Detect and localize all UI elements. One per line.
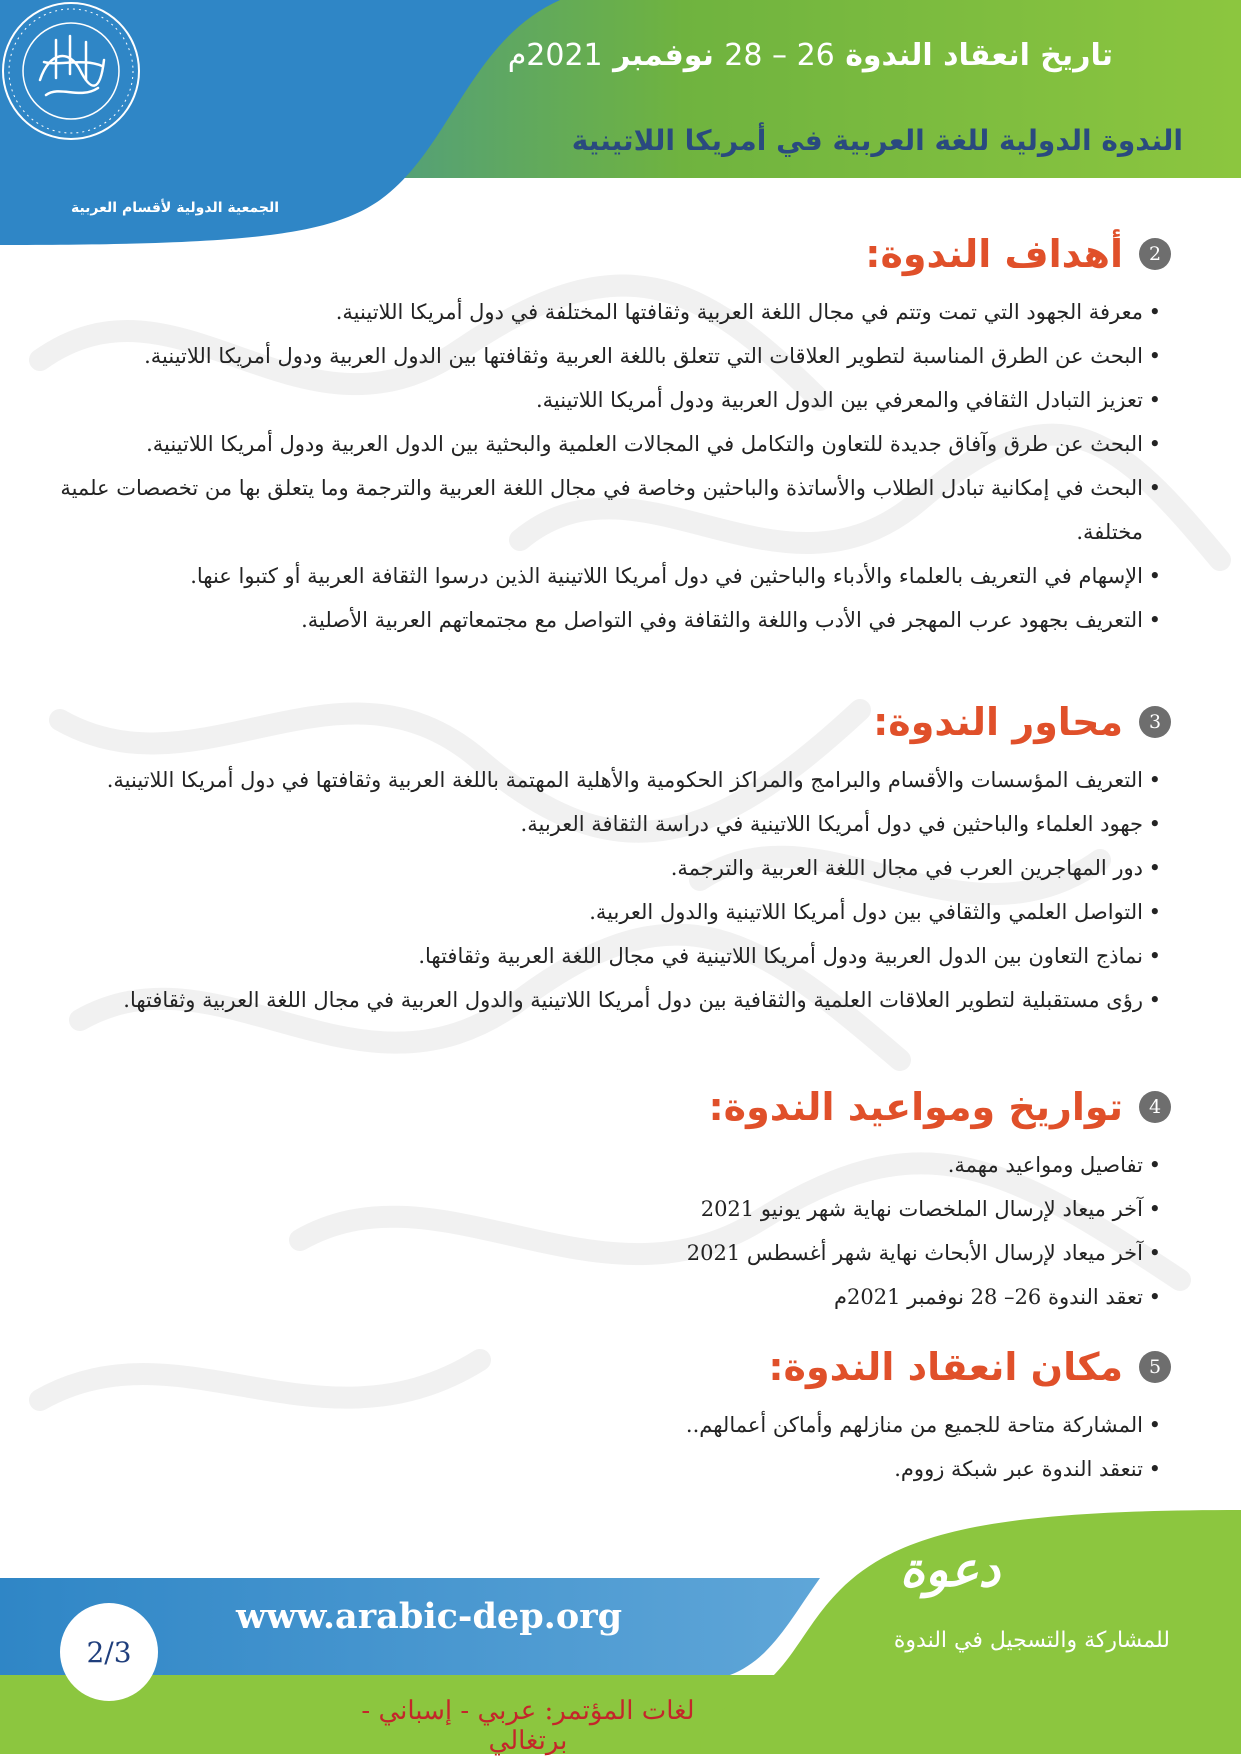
- page-number: 2/3: [86, 1635, 132, 1669]
- section-title: مكان انعقاد الندوة:: [768, 1345, 1123, 1389]
- list-item: • تعزيز التبادل الثقافي والمعرفي بين الدول العربية ودول أمريكا اللاتينية.: [53, 378, 1161, 422]
- section-header: [11, 1085, 1171, 1129]
- section-objectives: [53, 232, 1171, 642]
- section-title: محاور الندوة:: [873, 700, 1123, 744]
- footer: [0, 1500, 1241, 1754]
- invitation-subtitle: للمشاركة والتسجيل في الندوة: [893, 1628, 1170, 1653]
- website-link[interactable]: www.arabic-dep.org: [236, 1596, 623, 1637]
- section-header: [53, 232, 1171, 276]
- objectives-list: [53, 290, 1171, 642]
- section-title: تواريخ ومواعيد الندوة:: [708, 1085, 1123, 1129]
- date-days: 26 – 28: [724, 38, 835, 73]
- section-venue: [11, 1345, 1171, 1491]
- list-item: • التواصل العلمي والثقافي بين دول أمريكا اللاتينية والدول العربية.: [11, 890, 1161, 934]
- list-item: • التعريف المؤسسات والأقسام والبرامج والمراكز الحكومية والأهلية المهتمة باللغة العربية وثقافتها في دول أمريكا اللاتينية.: [11, 758, 1161, 802]
- list-item: • المشاركة متاحة للجميع من منازلهم وأماكن أعمالهم..: [11, 1403, 1161, 1447]
- dates-list: [11, 1143, 1171, 1319]
- page-number-badge: [60, 1603, 158, 1701]
- list-item: • البحث عن الطرق المناسبة لتطوير العلاقات التي تتعلق باللغة العربية وثقافتها بين الدول العربية ودول أمريكا اللاتينية.: [53, 334, 1161, 378]
- invitation-word: دعوة: [900, 1542, 1000, 1598]
- list-item: • نماذج التعاون بين الدول العربية ودول أمريكا اللاتينية في مجال اللغة العربية وثقافتها.: [11, 934, 1161, 978]
- list-item: • معرفة الجهود التي تمت وتتم في مجال اللغة العربية وثقافتها المختلفة في دول أمريكا اللاتينية.: [53, 290, 1161, 334]
- date-label: تاريخ انعقاد الندوة: [845, 38, 1113, 73]
- list-item: • آخر ميعاد لإرسال الملخصات نهاية شهر يونيو 2021: [11, 1187, 1161, 1231]
- section-number-badge: 4: [1139, 1091, 1171, 1123]
- list-item: • البحث عن طرق وآفاق جديدة للتعاون والتكامل في المجالات العلمية والبحثية بين الدول العربية ودول أمريكا اللاتينية.: [53, 422, 1161, 466]
- venue-list: [11, 1403, 1171, 1491]
- list-item: • تفاصيل ومواعيد مهمة.: [11, 1143, 1161, 1187]
- header-date: [508, 38, 1113, 73]
- header: [0, 0, 1241, 250]
- date-year: 2021م: [507, 38, 603, 73]
- list-item: • البحث في إمكانية تبادل الطلاب والأساتذة والباحثين وخاصة في مجال اللغة العربية والترجمة وما يتعلق بها من تخصصات علمية مختلفة.: [53, 466, 1161, 554]
- date-month: نوفمبر: [613, 38, 714, 73]
- section-header: [11, 1345, 1171, 1389]
- list-item: • آخر ميعاد لإرسال الأبحاث نهاية شهر أغسطس 2021: [11, 1231, 1161, 1275]
- list-item: • تعقد الندوة 26– 28 نوفمبر 2021م: [11, 1275, 1161, 1319]
- organization-name: الجمعية الدولية لأقسام العربية: [70, 200, 280, 216]
- list-item: • التعريف بجهود عرب المهجر في الأدب واللغة والثقافة وفي التواصل مع مجتمعاتهم العربية الأصلية.: [53, 598, 1161, 642]
- section-number-badge: 5: [1139, 1351, 1171, 1383]
- section-dates: [11, 1085, 1171, 1319]
- list-item: • دور المهاجرين العرب في مجال اللغة العربية والترجمة.: [11, 846, 1161, 890]
- section-title: أهداف الندوة:: [865, 232, 1123, 276]
- themes-list: [11, 758, 1171, 1022]
- conference-languages: لغات المؤتمر: عربي - إسباني - برتغالي: [361, 1696, 695, 1756]
- calligraphy-seal-icon: [0, 0, 142, 142]
- symposium-title: الندوة الدولية للغة العربية في أمريكا اللاتينية: [571, 124, 1183, 157]
- list-item: • تنعقد الندوة عبر شبكة زووم.: [11, 1447, 1161, 1491]
- list-item: • رؤى مستقبلية لتطوير العلاقات العلمية والثقافية بين دول أمريكا اللاتينية والدول العربية في مجال اللغة العربية وثقافتها.: [11, 978, 1161, 1022]
- list-item: • الإسهام في التعريف بالعلماء والأدباء والباحثين في دول أمريكا اللاتينية الذين درسوا الثقافة العربية أو كتبوا عنها.: [53, 554, 1161, 598]
- section-number-badge: 3: [1139, 706, 1171, 738]
- section-number-badge: 2: [1139, 238, 1171, 270]
- list-item: • جهود العلماء والباحثين في دول أمريكا اللاتينية في دراسة الثقافة العربية.: [11, 802, 1161, 846]
- section-themes: [11, 700, 1171, 1022]
- section-header: [11, 700, 1171, 744]
